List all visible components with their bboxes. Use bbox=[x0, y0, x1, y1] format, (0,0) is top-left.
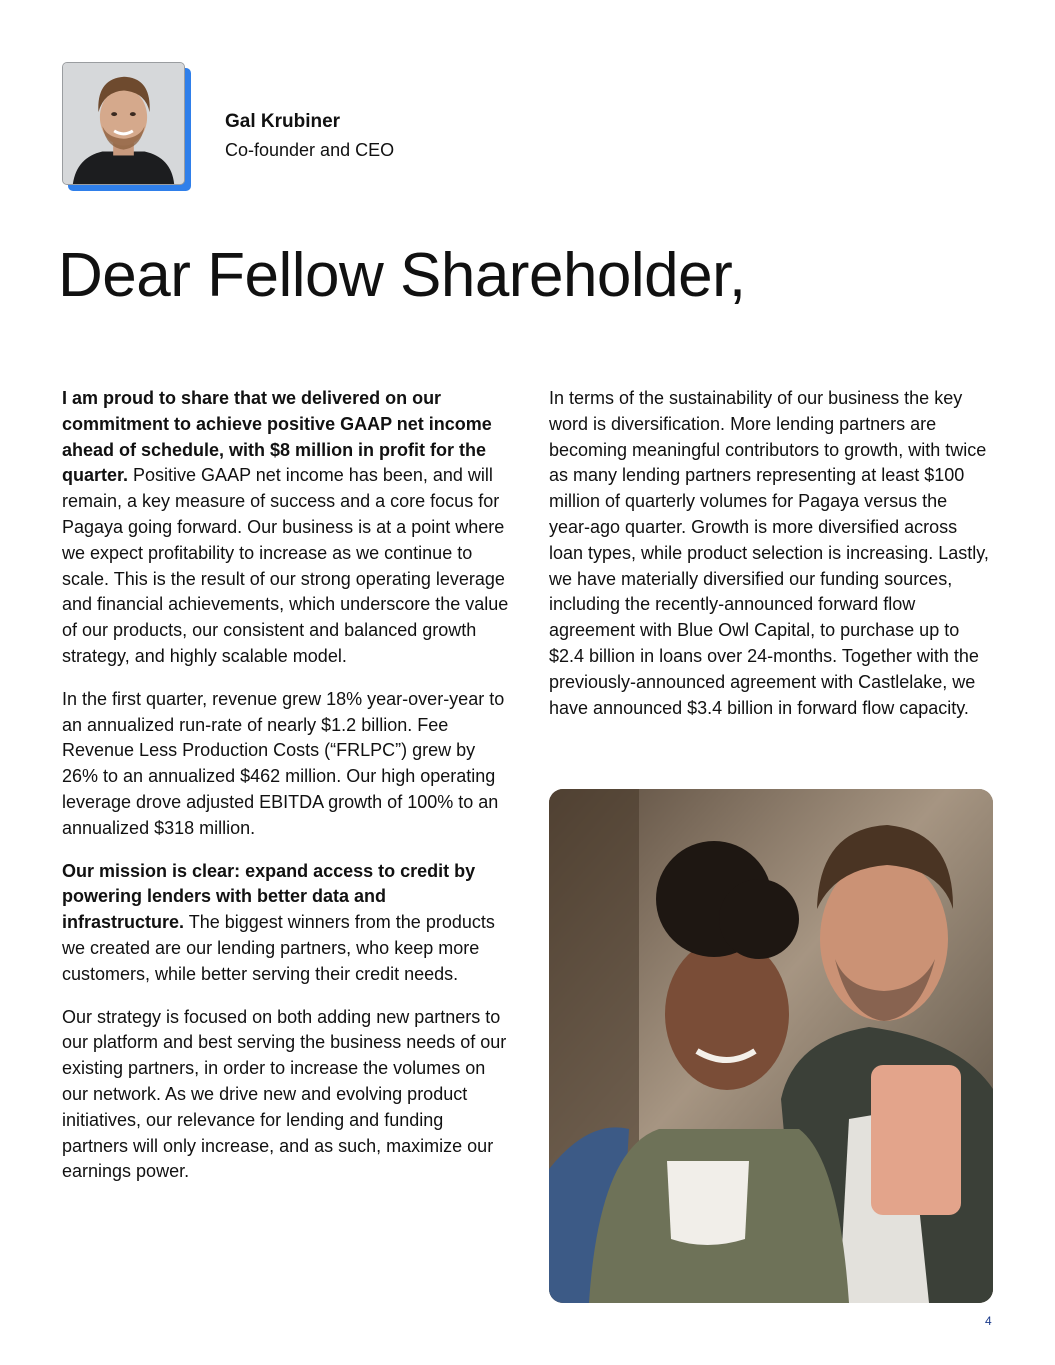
paragraph-3-lead: Our mission is clear: expand access to credit by powering lenders with better data and infrastructure. bbox=[62, 860, 476, 933]
paragraph-3 bbox=[62, 859, 512, 988]
page-title: Dear Fellow Shareholder, bbox=[58, 241, 746, 310]
author-name: Gal Krubiner bbox=[225, 111, 341, 132]
author-role: Co-founder and CEO bbox=[225, 140, 395, 160]
couple-photo-image bbox=[549, 789, 993, 1303]
page-number: 4 bbox=[985, 1314, 992, 1328]
author-avatar bbox=[62, 62, 192, 192]
paragraph-1-body: Positive GAAP net income has been, and will remain, a key measure of success and a core focus for Pagaya going forward. Our business is at a point where we expect profitability to increase as we continue to scale. This is the result of our strong operating leverage and financial achievements, which underscore the value of our products, our consistent and balanced growth strategy, and highly scalable model. bbox=[62, 465, 509, 666]
couple-photo bbox=[549, 789, 993, 1303]
left-column bbox=[62, 386, 512, 1202]
paragraph-5: In terms of the sustainability of our business the key word is diversification. More lending partners are becoming meaningful contributors to growth, with twice as many lending partners representing at least $100 million of quarterly volumes for Pagaya versus the year-ago quarter. Growth is more diversified across loan types, while product selection is increasing. Lastly, we have materially diversified our funding sources, including the recently-announced forward flow agreement with Blue Owl Capital, to purchase up to $2.4 billion in loans over 24-months. Together with the previously-announced agreement with Castlelake, we have announced $3.4 billion in forward flow capacity. bbox=[549, 388, 989, 718]
right-column bbox=[549, 386, 989, 738]
ceo-portrait-image bbox=[63, 63, 184, 184]
paragraph-2: In the first quarter, revenue grew 18% year-over-year to an annualized run-rate of nearly $1.2 billion. Fee Revenue Less Production Costs (“FRLPC”) grew by 26% to an annualized $462 million. Our high operating leverage drove adjusted EBITDA growth of 100% to an annualized $318 million. bbox=[62, 688, 505, 838]
avatar bbox=[62, 62, 185, 185]
paragraph-3-body: The biggest winners from the products we created are our lending partners, who keep more customers, while better serving their credit needs. bbox=[62, 912, 495, 984]
paragraph-1 bbox=[62, 386, 512, 670]
paragraph-4: Our strategy is focused on both adding new partners to our platform and best serving the business needs of our existing partners, in order to increase the volumes on our network. As we drive new and evolving product initiatives, our relevance for lending and funding partners will only increase, and as such, maximize our earnings power. bbox=[62, 1006, 507, 1182]
paragraph-1-lead: I am proud to share that we delivered on our commitment to achieve positive GAAP net income ahead of schedule, with $8 million in profit for the quarter. bbox=[62, 388, 492, 486]
author-block bbox=[225, 109, 394, 163]
